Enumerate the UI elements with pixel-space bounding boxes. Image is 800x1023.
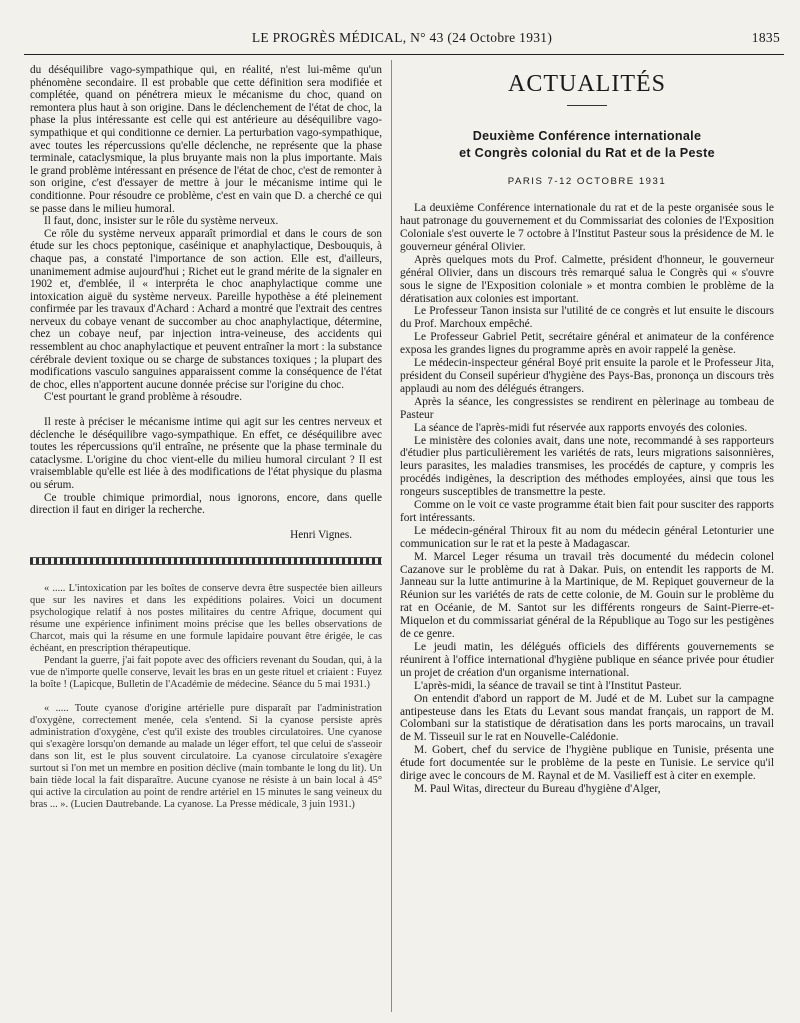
paragraph: Après la séance, les congressistes se rendirent en pèlerinage au tombeau de Pasteur: [400, 395, 774, 421]
running-title: LE PROGRÈS MÉDICAL, N° 43 (24 Octobre 1931): [251, 30, 553, 45]
article-title-line2: et Congrès colonial du Rat et de la Peste: [459, 145, 715, 160]
paragraph: Comme on le voit ce vaste programme était bien fait pour susciter des rapports fort intéressants.: [400, 499, 774, 524]
author-signature: Henri Vignes.: [290, 528, 352, 541]
dateline: PARIS 7-12 OCTOBRE 1931: [507, 175, 667, 187]
paragraph: Le médecin-général Thiroux fit au nom du médecin général Letonturier une communication sur le rat et la peste à Madagascar.: [400, 524, 774, 550]
paragraph: Le médecin-inspecteur général Boyé prit ensuite la parole et le Professeur Jita, président du Conseil supérieur d'hygiène des Pays-Bas, prononça un discours très applaudi au nom des délégués étrangers.: [400, 357, 774, 395]
page-number: 1835: [751, 30, 780, 45]
paragraph: Ce rôle du système nerveux apparaît primordial et dans le cours de son étude sur les chocs peptonique, caséinique et anaphylactique, Desbouquis, à chaque pas, a constaté l'importance de son action. Elle est, d'ailleurs, unanimement admise aujourd'hui ; Richet eut le grand mérite de la signaler en 1902 et, d'emblée, il « interpréta le choc anaphylactique comme une intoxication aiguë du système nerveux. Pareille hypothèse a été pleinement confirmée par les travaux d'Achard : Achard a montré que l'extrait des centres nerveux du cobaye venant de succomber au choc anaphylactique, détermine, chez un cobaye neuf, par injection intra-veineuse, des accidents qui ressemblent au choc anaphylactique et peuvent entraîner la mort : la substance cérébrale devient toxique ou se charge de substances toxiques ; la plupart des modifications vasculo sanguines apparaissent comme la conséquence de l'état de choc, elles n'apportent aucune donnée précise sur l'origine du choc.: [30, 227, 382, 391]
paragraph: La deuxième Conférence internationale du rat et de la peste organisée sous le haut patronage du gouvernement et du Commissariat des colonies de l'Exposition Coloniale s'est ouverte le 7 octobre à l'Institut Pasteur sous la présidence de M. le gouverneur général Olivier.: [400, 202, 774, 253]
paragraph: M. Gobert, chef du service de l'hygiène publique en Tunisie, présenta une étude fort documentée sur le problème de la peste en Tunisie. Le service qu'il dirige avec le concours de M. Raynal et de M. Vasilieff est à citer en exemple.: [400, 744, 774, 783]
page-header: [24, 30, 780, 52]
note-paragraph: « ..... L'intoxication par les boîtes de conserve devra être suspectée bien ailleurs que sur les navires et dans les expéditions polaires. Voici un document psychologique relatif à nos postes militaires du centre Afrique, document qui résume une expérience infiniment moins précise que les belles observations de Charcot, mais qui la résume en une formule lapidaire pouvant être érigée, le cas échéant, en prescription thérapeutique.: [30, 583, 382, 655]
paragraph: Le Professeur Tanon insista sur l'utilité de ce congrès et lut ensuite le discours du Prof. Marchoux empêché.: [400, 305, 774, 331]
note-paragraph: « ..... Toute cyanose d'origine artérielle pure disparaît par l'administration d'oxygène, correctement menée, cela s'entend. Si la cyanose persiste après administration d'oxygène, c'est qu'il existe des troubles circulatoires. Une cyanose qui s'exagère lorsqu'on demande au malade un léger effort, tel que celui de s'asseoir dans son lit, est le plus souvent circulatoire. La cyanose circulatoire s'exagère surtout si l'on met un membre en position déclive (main tombante le long du lit). Un bain tiède local la fait disparaître. Aucune cyanose ne résiste à un bain local à 45° qui active la circulation au point de rendre artériel en 15 minutes le sang veineux du bras ... ». (Lucien Dautrebande. La cyanose. La Presse médicale, 3 juin 1931.): [30, 703, 382, 811]
paragraph: M. Marcel Leger résuma un travail très documenté du médecin colonel Cazanove sur le problème du rat à Dakar. Puis, on entendit les rapports de M. Janneau sur la lutte antimurine à la Martinique, de M. Repiquet gouverneur de la Réunion sur les variétés de rats de cette colonie, de M. Gouin sur le problème du rat en Océanie, de M. Santot sur les différents rongeurs de Saint-Pierre-et-Miquelon et du commissariat général de la République au Togo sur les pestigènes de ce genre.: [400, 550, 774, 641]
paragraph: Le ministère des colonies avait, dans une note, recommandé à ses rapporteurs d'étudier plus particulièrement les variétés de rats, leurs migrations saisonnières, leurs parasites, les maladies transmises, les procédés de capture, y compris les procédés indigènes, la description des méthodes employées, ainsi que tous les rongeurs susceptibles de transmettre la peste.: [400, 434, 774, 499]
paragraph: C'est pourtant le grand problème à résoudre.: [44, 391, 243, 404]
paragraph: M. Paul Witas, directeur du Bureau d'hygiène d'Alger,: [414, 782, 661, 795]
header-rule: [24, 54, 784, 55]
notes-block: [30, 583, 382, 811]
section-title: ACTUALITÉS: [508, 71, 666, 97]
title-rule: [567, 105, 607, 106]
paragraph: Ce trouble chimique primordial, nous ignorons, encore, dans quelle direction il faut en diriger la recherche.: [30, 491, 382, 517]
paragraph: La séance de l'après-midi fut réservée aux rapports envoyés des colonies.: [414, 421, 748, 434]
paragraph: Il reste à préciser le mécanisme intime qui agit sur les centres nerveux et déclenche le déséquilibre vago-sympathique. En effet, ce déséquilibre avec toutes les répercussions qu'il entraîne, ne présente que la phase terminale du cataclysme. L'origine du choc vient-elle du milieu humoral circulant ? Il est vraisemblable qu'elle est liée à des modifications de l'état physique du plasma ou sérum.: [30, 416, 382, 491]
paragraph: L'après-midi, la séance de travail se tint à l'Institut Pasteur.: [414, 679, 682, 692]
column-divider: [391, 60, 392, 1012]
ornamental-rule: [30, 557, 382, 565]
paragraph: On entendit d'abord un rapport de M. Judé et de M. Lubet sur la campagne antipesteuse dans les Etats du Levant sous mandat français, un rapport de M. Colombani sur la statistique de dératisation dans les ports marocains, un travail de M. Tisseuil sur le rat en Nouvelle-Calédonie.: [400, 692, 774, 744]
note-paragraph: Pendant la guerre, j'ai fait popote avec des officiers revenant du Soudan, qui, à la vue de n'importe quelle conserve, levait les bras en un geste rituel et criaient : Fuyez la boîte ! (Lapicque, Bulletin de l'Académie de médecine. Séance du 5 mai 1931.): [30, 655, 382, 691]
paragraph: Le Professeur Gabriel Petit, secrétaire général et animateur de la conférence exposa les grandes lignes du programme après en avoir rappelé la genèse.: [400, 331, 774, 357]
paragraph: Il faut, donc, insister sur le rôle du système nerveux.: [44, 215, 279, 228]
left-column: [30, 64, 382, 811]
right-column: [400, 64, 774, 796]
paragraph: Le jeudi matin, les délégués officiels des différents gouvernements se réunirent à l'office international d'hygiène publique en séance privée pour étudier un projet de création d'un organisme international.: [400, 641, 774, 679]
paragraph: du déséquilibre vago-sympathique qui, en réalité, n'est lui-même qu'un phénomène secondaire. Il est probable que cette définition sera modifiée et complétée, quand on pénétrera mieux le mécanisme du choc, quand on remontera plus haut à son origine. Dans le déclenchement de l'état de choc, la phase la plus intéressante est celle qui est antérieure au déséquilibre vago-sympathique et qui conditionne ce dernier. La perturbation vago-sympathique, avec toutes les répercussions qu'elle déclenche, ne représente que la phase terminale, cataclysmique, la plus bruyante mais non la plus importante. Mais le grand problème intéressant en présence de l'état de choc, c'est de remonter à son origine, c'est d'essayer de mettre à jour le mécanisme intime qui le conditionne. Pour résoudre ce problème, c'est en vain que D. a cherché ce qui se passe dans le milieu humoral.: [30, 64, 382, 215]
article-title-line1: Deuxième Conférence internationale: [472, 128, 702, 143]
paragraph: Après quelques mots du Prof. Calmette, président d'honneur, le gouverneur général Olivier, dans un discours très remarqué salua le Congrès qui « s'ouvre sous le signe de l'Exposition coloniale » et montra combien le problème de la dératisation aux colonies est important.: [400, 253, 774, 305]
